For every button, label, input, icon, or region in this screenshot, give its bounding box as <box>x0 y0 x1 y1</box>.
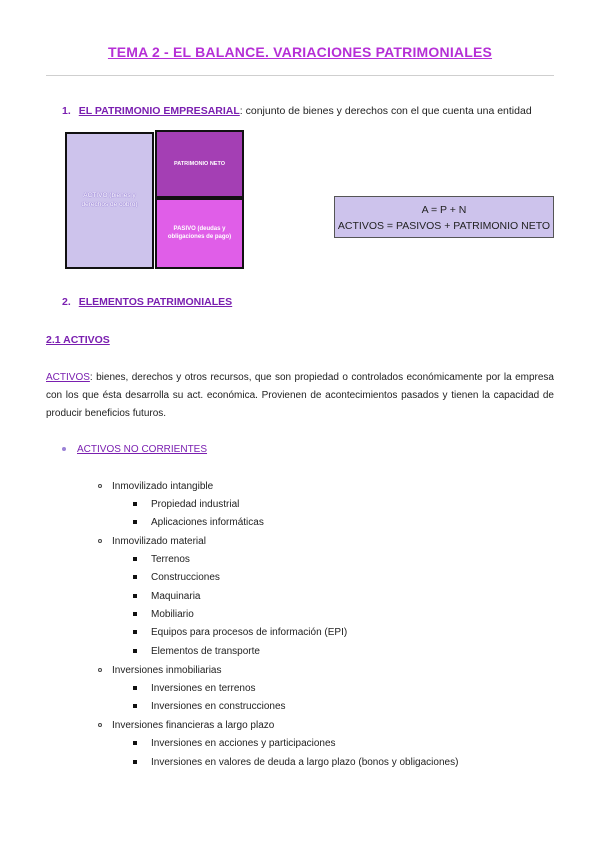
section-heading: ELEMENTOS PATRIMONIALES <box>78 296 233 308</box>
list-item: Inversiones en valores de deuda a largo plazo (bonos y obligaciones) <box>133 757 458 768</box>
pasivo-label: PASIVO (deudas y obligaciones de pago) <box>167 226 232 240</box>
formula-line-2: ACTIVOS = PASIVOS + PATRIMONIO NETO <box>337 220 551 232</box>
list-item: Inversiones en terrenos <box>133 683 256 694</box>
activo-box <box>65 132 154 269</box>
section-elementos <box>62 296 232 308</box>
list-item: Elementos de transporte <box>133 646 260 657</box>
section-heading: EL PATRIMONIO EMPRESARIAL <box>78 105 240 117</box>
list-item: Maquinaria <box>133 591 200 602</box>
patrimonio-neto-label: PATRIMONIO NETO <box>173 161 226 167</box>
pasivo-box <box>155 198 244 269</box>
page-title: TEMA 2 - EL BALANCE. VARIACIONES PATRIMONIALES <box>107 44 493 60</box>
activo-label: ACTIVO (bienes y derechos de cobro) <box>81 192 138 208</box>
balance-formula <box>334 196 554 238</box>
list-item: Equipos para procesos de información (EPI) <box>133 627 347 638</box>
square-bullet-icon <box>133 741 137 745</box>
list-item: Inversiones en acciones y participaciones <box>133 738 336 749</box>
circle-bullet-icon <box>98 484 102 488</box>
formula-line-1: A = P + N <box>421 204 467 216</box>
list-item: Inversiones en construcciones <box>133 701 286 712</box>
list-group: Inversiones financieras a largo plazo <box>98 720 274 731</box>
list-item: Construcciones <box>133 572 220 583</box>
circle-bullet-icon <box>98 668 102 672</box>
section-number: 1. <box>62 105 71 117</box>
square-bullet-icon <box>133 649 137 653</box>
activos-paragraph <box>46 369 554 423</box>
circle-bullet-icon <box>98 723 102 727</box>
circle-bullet-icon <box>98 539 102 543</box>
section-number: 2. <box>62 296 71 308</box>
square-bullet-icon <box>133 612 137 616</box>
square-bullet-icon <box>133 594 137 598</box>
list-item: Aplicaciones informáticas <box>133 517 264 528</box>
square-bullet-icon <box>133 704 137 708</box>
square-bullet-icon <box>133 630 137 634</box>
square-bullet-icon <box>133 686 137 690</box>
square-bullet-icon <box>133 502 137 506</box>
section-definition: : conjunto de bienes y derechos con el que cuenta una entidad <box>239 105 532 117</box>
list-item: Propiedad industrial <box>133 499 239 510</box>
activos-term: ACTIVOS <box>46 372 90 383</box>
square-bullet-icon <box>133 520 137 524</box>
list-group: Inmovilizado material <box>98 536 206 547</box>
list-category: ACTIVOS NO CORRIENTES <box>62 444 207 455</box>
subsection-activos: 2.1 ACTIVOS <box>46 334 110 346</box>
square-bullet-icon <box>133 760 137 764</box>
activos-text: : bienes, derechos y otros recursos, que son propiedad o controlados económicamente por la empresa con los que ésta desarrolla su act. económica. Provienen de acontecimientos pasados y tienen la capacidad de producir beneficios futuros. <box>46 372 554 419</box>
patrimonio-neto-box <box>155 130 244 198</box>
square-bullet-icon <box>133 575 137 579</box>
square-bullet-icon <box>133 557 137 561</box>
list-item: Mobiliario <box>133 609 194 620</box>
list-group: Inmovilizado intangible <box>98 481 213 492</box>
bullet-icon <box>62 447 66 451</box>
list-group: Inversiones inmobiliarias <box>98 665 222 676</box>
section-patrimonio <box>62 105 532 117</box>
title-divider <box>46 75 554 76</box>
list-item: Terrenos <box>133 554 190 565</box>
